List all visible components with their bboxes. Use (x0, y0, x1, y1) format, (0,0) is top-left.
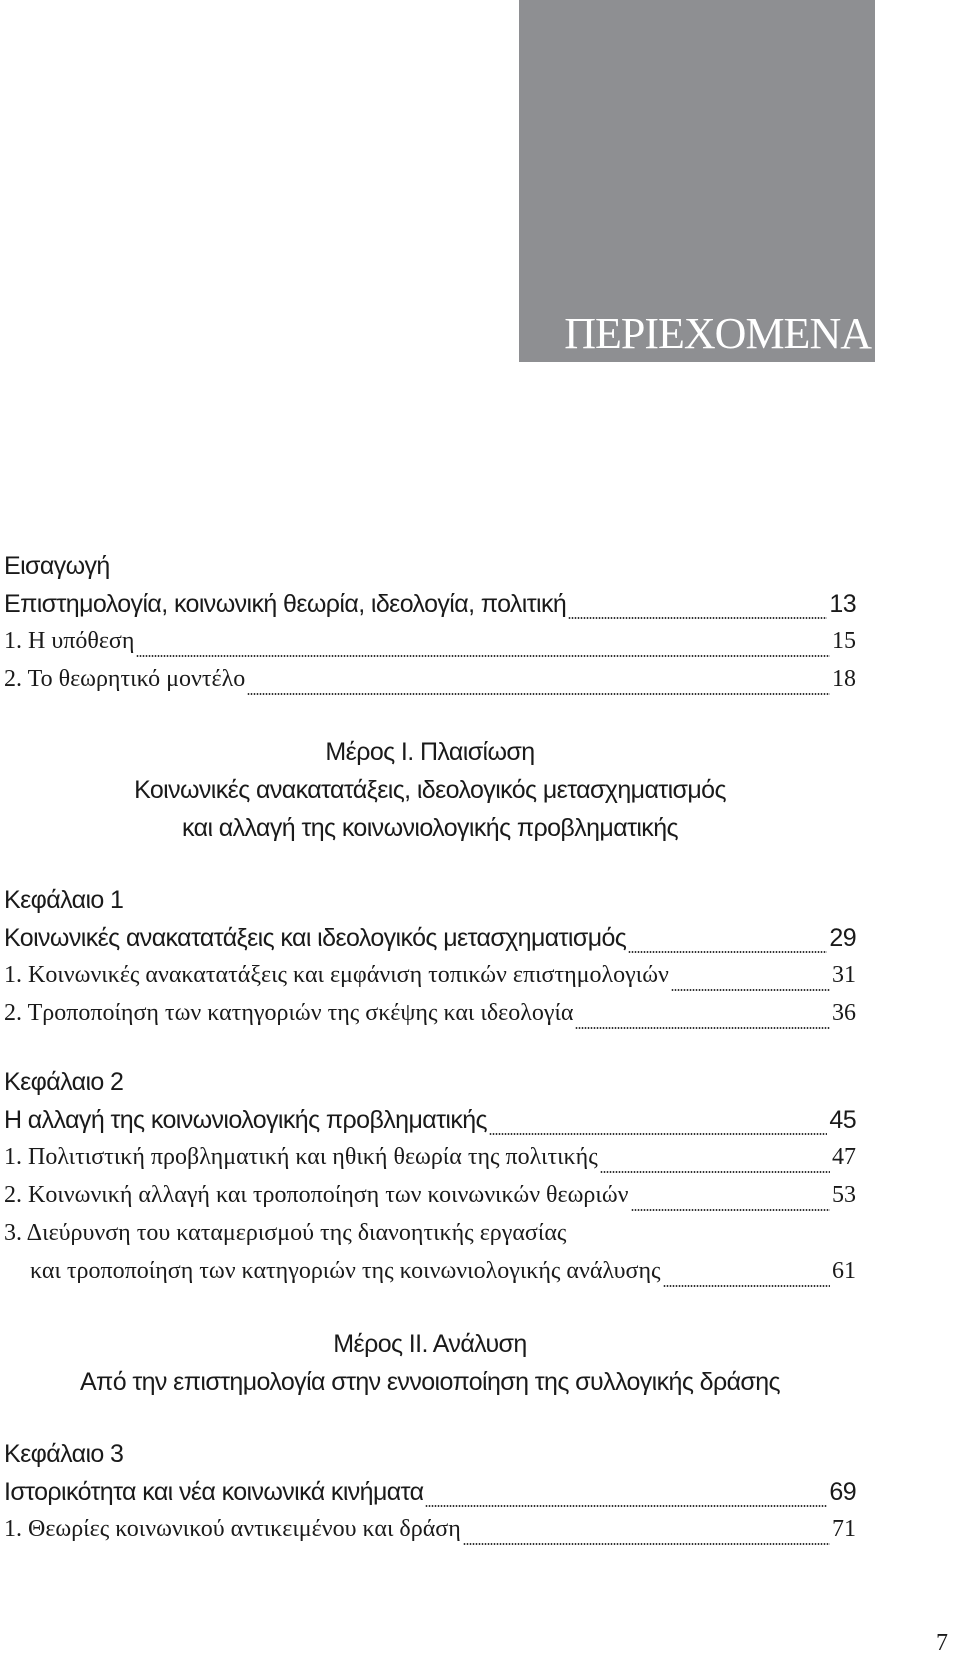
leader-dots (463, 1543, 830, 1545)
toc-entry-intro-title[interactable] (4, 590, 856, 628)
leader-dots (247, 693, 830, 695)
toc-entry-page: 61 (832, 1258, 856, 1284)
toc-entry-chapter2-3-line1[interactable]: 3. Διεύρυνση του καταμερισμού της διανοητικής εργασίας (4, 1220, 567, 1246)
toc-entry-text: και τροποποίηση των κατηγοριών της κοινωνιολογικής ανάλυσης (30, 1258, 661, 1284)
part1-label: Μέρος Ι. Πλαισίωση (325, 738, 535, 766)
toc-entry-chapter2-3[interactable] (4, 1258, 856, 1296)
toc-entry-page: 29 (829, 924, 856, 952)
toc-entry-intro-1[interactable] (4, 628, 856, 666)
toc-entry-intro-2[interactable] (4, 666, 856, 704)
toc-entry-text: Κοινωνικές ανακατατάξεις και ιδεολογικός μετασχηματισμός (4, 924, 627, 952)
part2-label: Μέρος ΙΙ. Ανάλυση (333, 1330, 527, 1358)
toc-entry-chapter2-2[interactable] (4, 1182, 856, 1220)
toc-entry-chapter3-1[interactable] (4, 1516, 856, 1554)
toc-entry-chapter1-1[interactable] (4, 962, 856, 1000)
leader-dots (575, 1027, 830, 1029)
header-box (519, 0, 875, 362)
part2-subtitle: Από την επιστημολογία στην εννοιοποίηση της συλλογικής δράσης (79, 1368, 781, 1396)
page-number: 7 (936, 1630, 948, 1656)
toc-entry-text: Ιστορικότητα και νέα κοινωνικά κινήματα (4, 1478, 424, 1506)
leader-dots (671, 989, 830, 991)
intro-label: Εισαγωγή (4, 552, 110, 580)
page-title: ΠΕΡΙΕΧΟΜΕΝΑ (564, 309, 871, 358)
leader-dots (631, 1209, 831, 1211)
toc-entry-page: 45 (829, 1106, 856, 1134)
toc-entry-page: 47 (832, 1144, 856, 1170)
toc-entry-text: Επιστημολογία, κοινωνική θεωρία, ιδεολογία, πολιτική (4, 590, 567, 618)
chapter1-label: Κεφάλαιο 1 (4, 886, 124, 914)
toc-entry-text: Η αλλαγή της κοινωνιολογικής προβληματικής (4, 1106, 487, 1134)
leader-dots (568, 617, 827, 619)
toc-entry-page: 13 (829, 590, 856, 618)
part1-subtitle-line1: Κοινωνικές ανακατατάξεις, ιδεολογικός μετασχηματισμός (134, 776, 726, 804)
toc-entry-page: 31 (832, 962, 856, 988)
part1-subtitle-line2: και αλλαγή της κοινωνιολογικής προβληματικής (182, 814, 678, 842)
toc-entry-text: 1. Θεωρίες κοινωνικού αντικειμένου και δράση (4, 1516, 461, 1542)
toc-entry-chapter2-1[interactable] (4, 1144, 856, 1182)
leader-dots (136, 655, 830, 657)
toc-entry-page: 69 (829, 1478, 856, 1506)
leader-dots (663, 1285, 830, 1287)
toc-entry-page: 18 (832, 666, 856, 692)
leader-dots (600, 1171, 830, 1173)
toc-entry-page: 36 (832, 1000, 856, 1026)
chapter2-label: Κεφάλαιο 2 (4, 1068, 124, 1096)
toc-entry-text: 1. Κοινωνικές ανακατατάξεις και εμφάνιση τοπικών επιστημολογιών (4, 962, 669, 988)
table-of-contents (4, 552, 856, 1554)
chapter3-label: Κεφάλαιο 3 (4, 1440, 124, 1468)
toc-entry-chapter1-title[interactable] (4, 924, 856, 962)
leader-dots (489, 1133, 827, 1135)
toc-entry-text: 2. Το θεωρητικό μοντέλο (4, 666, 246, 692)
toc-entry-chapter2-title[interactable] (4, 1106, 856, 1144)
toc-entry-page: 71 (832, 1516, 856, 1542)
toc-entry-text: 2. Τροποποίηση των κατηγοριών της σκέψης και ιδεολογία (4, 1000, 574, 1026)
toc-entry-text: 1. Η υπόθεση (4, 628, 135, 654)
toc-entry-page: 53 (832, 1182, 856, 1208)
toc-entry-text: 1. Πολιτιστική προβληματική και ηθική θεωρία της πολιτικής (4, 1144, 598, 1170)
toc-entry-text: 2. Κοινωνική αλλαγή και τροποποίηση των κοινωνικών θεωριών (4, 1182, 629, 1208)
leader-dots (425, 1505, 827, 1507)
toc-entry-chapter1-2[interactable] (4, 1000, 856, 1038)
toc-entry-page: 15 (832, 628, 856, 654)
toc-entry-chapter3-title[interactable] (4, 1478, 856, 1516)
leader-dots (628, 951, 827, 953)
